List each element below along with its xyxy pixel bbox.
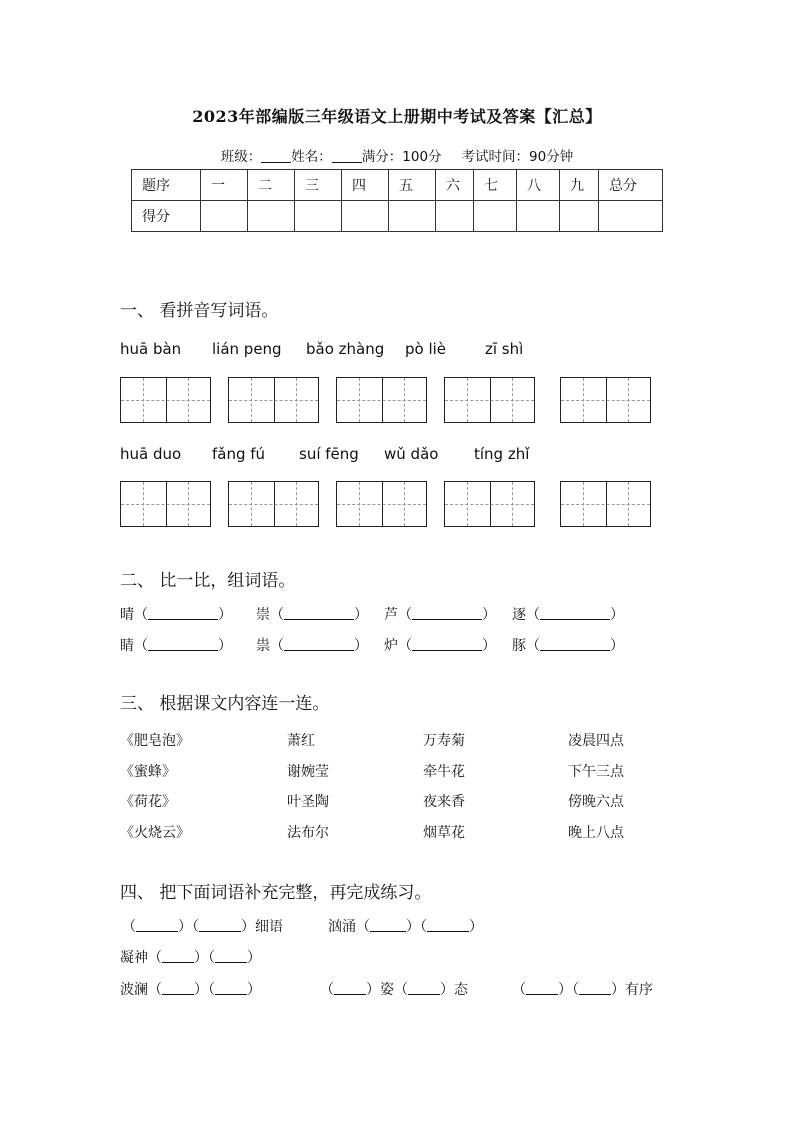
- author-name: 谢婉莹: [287, 764, 329, 780]
- phrase-word: 姿: [380, 982, 394, 998]
- author-name: 法布尔: [287, 825, 329, 841]
- exam-time: 考试时间：90分钟: [461, 149, 574, 165]
- compare-item: 睛（ ）: [120, 638, 232, 654]
- compare-char: 炉: [384, 638, 398, 654]
- phrase-word: 汹涌: [328, 919, 356, 935]
- compare-char: 睛: [120, 638, 134, 654]
- score-value-row: [132, 201, 663, 232]
- writing-grid[interactable]: [560, 377, 651, 423]
- section3-heading: 三、 根据课文内容连一连。: [120, 694, 330, 714]
- fill-phrase: 汹涌（ ）（ ）: [328, 919, 483, 935]
- name-label: 姓名：: [291, 149, 332, 165]
- compare-item: 晴（ ）: [120, 607, 232, 623]
- header-cell: 六: [436, 170, 474, 201]
- compare-char: 祟: [256, 638, 270, 654]
- section1-heading: 一、 看拼音写词语。: [120, 301, 279, 321]
- header-cell: 八: [517, 170, 560, 201]
- bloom-time: 晚上八点: [568, 825, 624, 841]
- bloom-time: 傍晚六点: [568, 794, 624, 810]
- fill-phrase: （ ）姿（ ）态: [320, 982, 468, 998]
- header-cell: 四: [342, 170, 389, 201]
- header-cell: 总分: [599, 170, 663, 201]
- phrase-word: 凝神: [120, 950, 148, 966]
- writing-grid[interactable]: [444, 481, 535, 527]
- compare-item: 炉（ ）: [384, 638, 496, 654]
- answer-blank[interactable]: [215, 982, 247, 995]
- score-table: [131, 169, 663, 232]
- answer-blank[interactable]: [199, 919, 241, 932]
- pinyin-label: wǔ dǎo: [384, 445, 439, 463]
- bloom-time: 下午三点: [568, 764, 624, 780]
- score-cell[interactable]: [201, 201, 248, 232]
- compare-item: 豚（ ）: [512, 638, 624, 654]
- score-cell[interactable]: [436, 201, 474, 232]
- class-label: 班级：: [220, 149, 262, 165]
- answer-blank[interactable]: [579, 982, 611, 995]
- score-header-row: [132, 170, 663, 201]
- flower-name: 万寿菊: [423, 733, 465, 749]
- compare-item: 崇（ ）: [256, 607, 368, 623]
- flower-name: 牵牛花: [423, 764, 465, 780]
- answer-blank[interactable]: [412, 638, 482, 651]
- class-blank[interactable]: [261, 149, 291, 163]
- phrase-word: 波澜: [120, 982, 148, 998]
- answer-blank[interactable]: [334, 982, 366, 995]
- book-title: 《荷花》: [120, 794, 176, 810]
- answer-blank[interactable]: [162, 950, 194, 963]
- fill-phrase: 凝神（ ）（ ）: [120, 950, 261, 966]
- writing-grid[interactable]: [120, 377, 211, 423]
- answer-blank[interactable]: [215, 950, 247, 963]
- book-title: 《蜜蜂》: [120, 764, 176, 780]
- page-title: 2023年部编版三年级语文上册期中考试及答案【汇总】: [192, 107, 602, 126]
- score-cell[interactable]: [295, 201, 342, 232]
- answer-blank[interactable]: [136, 919, 178, 932]
- pinyin-label: huā bàn: [120, 340, 182, 358]
- section4-heading: 四、 把下面词语补充完整，再完成练习。: [120, 883, 432, 903]
- flower-name: 烟草花: [423, 825, 465, 841]
- header-cell: 三: [295, 170, 342, 201]
- answer-blank[interactable]: [540, 607, 610, 620]
- pinyin-label: lián peng: [212, 340, 282, 358]
- author-name: 叶圣陶: [287, 794, 329, 810]
- answer-blank[interactable]: [370, 919, 406, 932]
- row-label: 得分: [132, 201, 201, 232]
- writing-grid[interactable]: [120, 481, 211, 527]
- pinyin-label: huā duo: [120, 445, 182, 463]
- writing-grid[interactable]: [444, 377, 535, 423]
- answer-blank[interactable]: [540, 638, 610, 651]
- compare-item: 逐（ ）: [512, 607, 624, 623]
- compare-item: 祟（ ）: [256, 638, 368, 654]
- fill-phrase: （ ）（ ）有序: [512, 982, 653, 998]
- author-name: 萧红: [287, 733, 315, 749]
- score-cell[interactable]: [474, 201, 517, 232]
- pinyin-label: suí fēng: [299, 445, 359, 463]
- header-cell: 五: [389, 170, 436, 201]
- full-score: 满分：100分: [361, 149, 442, 165]
- answer-blank[interactable]: [148, 607, 218, 620]
- bloom-time: 凌晨四点: [568, 733, 624, 749]
- header-cell: 九: [560, 170, 599, 201]
- pinyin-label: fǎng fú: [212, 445, 266, 463]
- compare-char: 崇: [256, 607, 270, 623]
- compare-char: 晴: [120, 607, 134, 623]
- header-cell: 七: [474, 170, 517, 201]
- writing-grid[interactable]: [228, 481, 319, 527]
- pinyin-label: pò liè: [405, 340, 447, 358]
- answer-blank[interactable]: [284, 638, 354, 651]
- pinyin-label: zī shì: [485, 340, 524, 358]
- header-cell: 一: [201, 170, 248, 201]
- compare-char: 芦: [384, 607, 398, 623]
- score-cell[interactable]: [342, 201, 389, 232]
- writing-grid[interactable]: [336, 377, 427, 423]
- score-cell[interactable]: [599, 201, 663, 232]
- phrase-word: 有序: [625, 982, 653, 998]
- answer-blank[interactable]: [408, 982, 440, 995]
- fill-phrase: （ ）（ ）细语: [122, 919, 283, 935]
- compare-char: 豚: [512, 638, 526, 654]
- exam-info: [0, 145, 794, 165]
- score-cell[interactable]: [389, 201, 436, 232]
- answer-blank[interactable]: [284, 607, 354, 620]
- header-cell: 二: [248, 170, 295, 201]
- writing-grid[interactable]: [560, 481, 651, 527]
- compare-item: 芦（ ）: [384, 607, 496, 623]
- pinyin-label: bǎo zhàng: [306, 340, 385, 358]
- answer-blank[interactable]: [412, 607, 482, 620]
- book-title: 《肥皂泡》: [120, 733, 190, 749]
- phrase-word: 细语: [255, 919, 283, 935]
- score-cell[interactable]: [560, 201, 599, 232]
- section2-heading: 二、 比一比，组词语。: [120, 571, 296, 591]
- answer-blank[interactable]: [162, 982, 194, 995]
- name-blank[interactable]: [332, 149, 362, 163]
- answer-blank[interactable]: [526, 982, 558, 995]
- phrase-word: 态: [454, 982, 468, 998]
- writing-grid[interactable]: [228, 377, 319, 423]
- answer-blank[interactable]: [148, 638, 218, 651]
- fill-phrase: 波澜（ ）（ ）: [120, 982, 261, 998]
- writing-grid[interactable]: [336, 481, 427, 527]
- answer-blank[interactable]: [427, 919, 469, 932]
- flower-name: 夜来香: [423, 794, 465, 810]
- pinyin-label: tíng zhǐ: [474, 445, 530, 463]
- header-cell: 题序: [132, 170, 201, 201]
- book-title: 《火烧云》: [120, 825, 190, 841]
- score-cell[interactable]: [248, 201, 295, 232]
- compare-char: 逐: [512, 607, 526, 623]
- score-cell[interactable]: [517, 201, 560, 232]
